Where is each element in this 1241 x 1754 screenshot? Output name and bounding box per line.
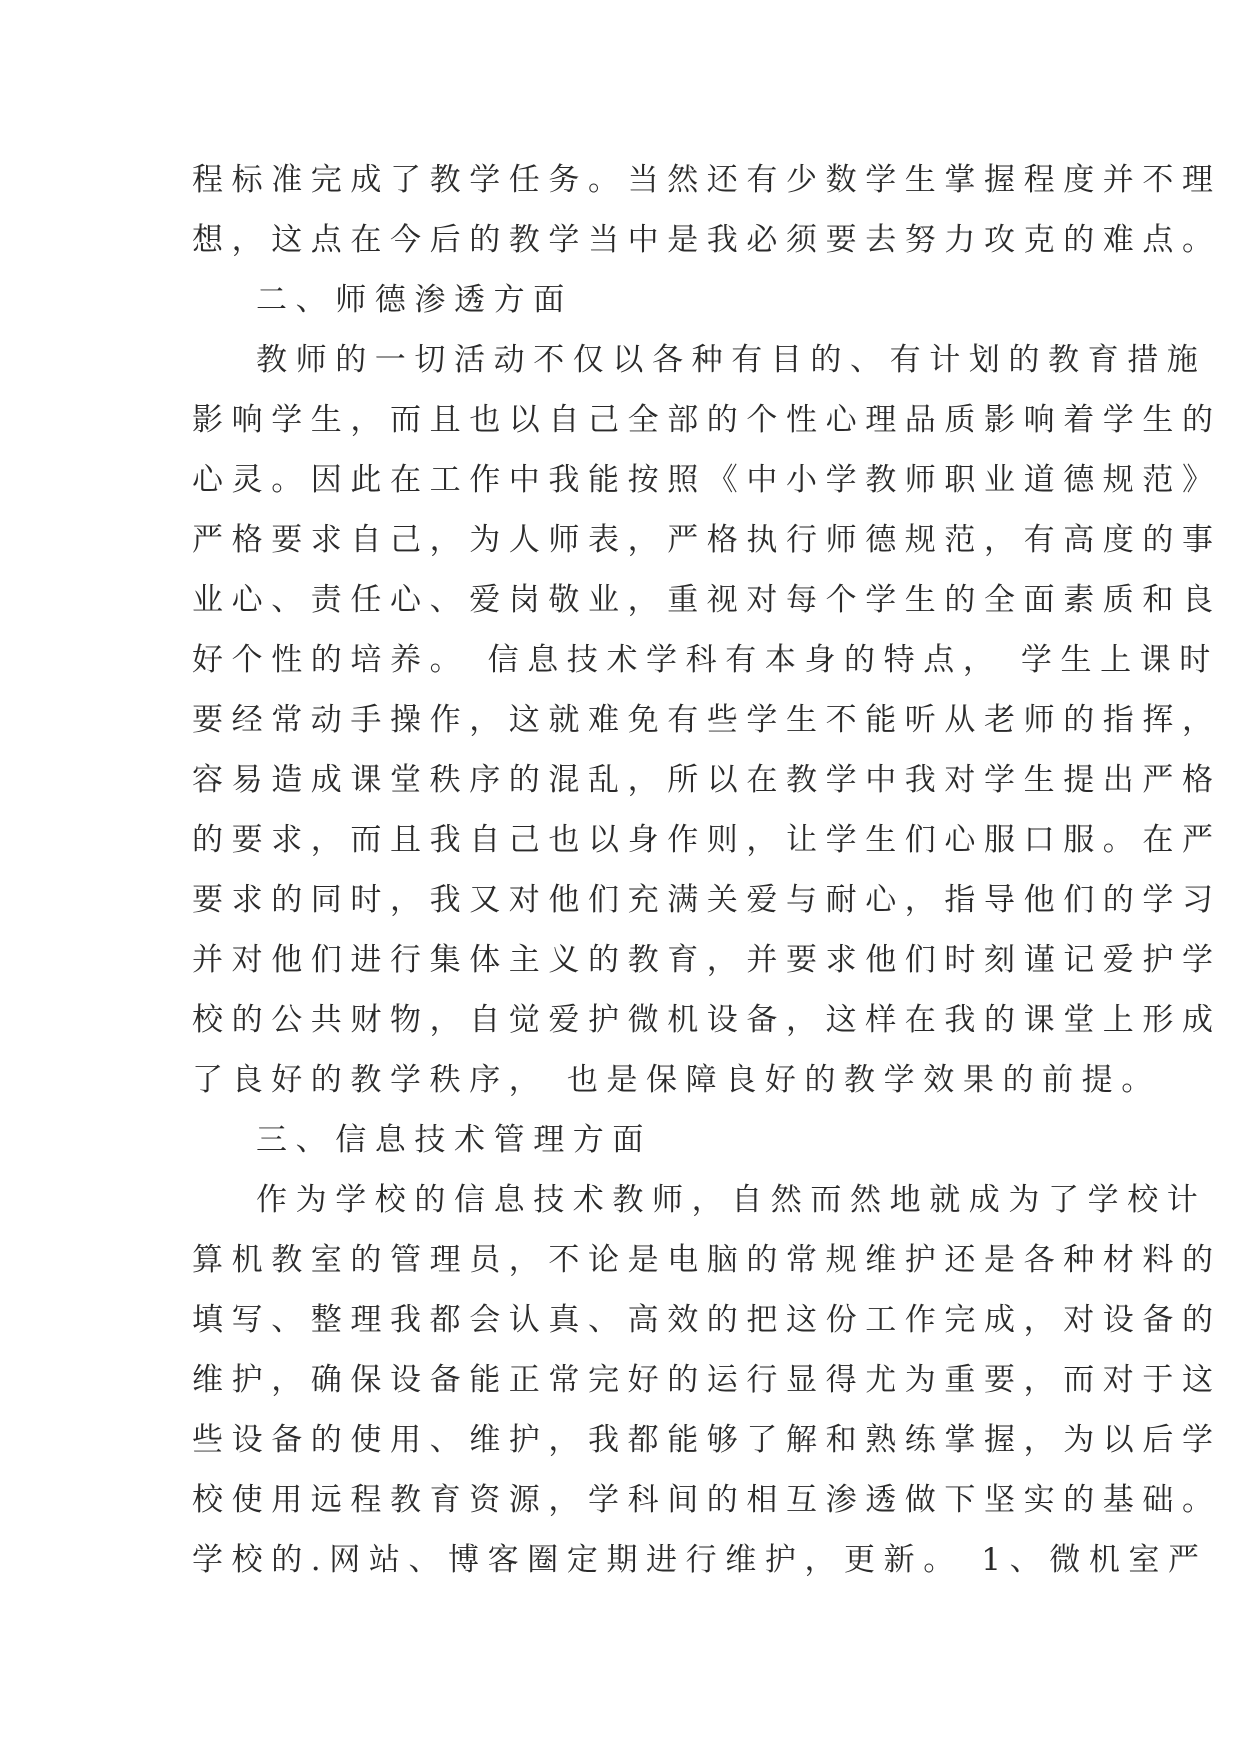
document-body: [192, 150, 1222, 1590]
paragraph-start-line: 作为学校的信息技术教师，自然而然地就成为了学校计: [256, 1182, 1207, 1218]
text-line: 容易造成课堂秩序的混乱，所以在教学中我对学生提出严格: [192, 762, 1222, 798]
text-line: 要求的同时，我又对他们充满关爱与耐心，指导他们的学习: [192, 882, 1222, 918]
text-line: 影响学生，而且也以自己全部的个性心理品质影响着学生的: [192, 402, 1222, 438]
paragraph-start-line: 教师的一切活动不仅以各种有目的、有计划的教育措施: [256, 342, 1207, 378]
paragraph-start-line: 二、师德渗透方面: [256, 282, 573, 318]
text-line: 学校的.网站、博客圈定期进行维护，更新。 1、微机室严: [192, 1542, 1208, 1578]
text-line: 业心、责任心、爱岗敬业，重视对每个学生的全面素质和良: [192, 582, 1222, 618]
text-line: 填写、整理我都会认真、高效的把这份工作完成，对设备的: [192, 1302, 1222, 1338]
text-line: 算机教室的管理员，不论是电脑的常规维护还是各种材料的: [192, 1242, 1222, 1278]
text-line: 程标准完成了教学任务。当然还有少数学生掌握程度并不理: [192, 162, 1222, 198]
text-line: 校使用远程教育资源，学科间的相互渗透做下坚实的基础。: [192, 1482, 1222, 1518]
text-line: 好个性的培养。 信息技术学科有本身的特点， 学生上课时: [192, 642, 1219, 678]
paragraph-start-line: 三、信息技术管理方面: [256, 1122, 652, 1158]
text-line: 想，这点在今后的教学当中是我必须要去努力攻克的难点。: [192, 222, 1222, 258]
text-line: 维护，确保设备能正常完好的运行显得尤为重要，而对于这: [192, 1362, 1222, 1398]
text-line: 的要求，而且我自己也以身作则，让学生们心服口服。在严: [192, 822, 1222, 858]
text-line: 心灵。因此在工作中我能按照《中小学教师职业道德规范》: [192, 462, 1222, 498]
text-line: 严格要求自己，为人师表，严格执行师德规范，有高度的事: [192, 522, 1222, 558]
text-line: 校的公共财物，自觉爱护微机设备，这样在我的课堂上形成: [192, 1002, 1222, 1038]
text-line: 并对他们进行集体主义的教育，并要求他们时刻谨记爱护学: [192, 942, 1222, 978]
text-line: 了良好的教学秩序， 也是保障良好的教学效果的前提。: [192, 1062, 1161, 1098]
text-line: 要经常动手操作，这就难免有些学生不能听从老师的指挥，: [192, 702, 1222, 738]
text-line: 些设备的使用、维护，我都能够了解和熟练掌握，为以后学: [192, 1422, 1222, 1458]
